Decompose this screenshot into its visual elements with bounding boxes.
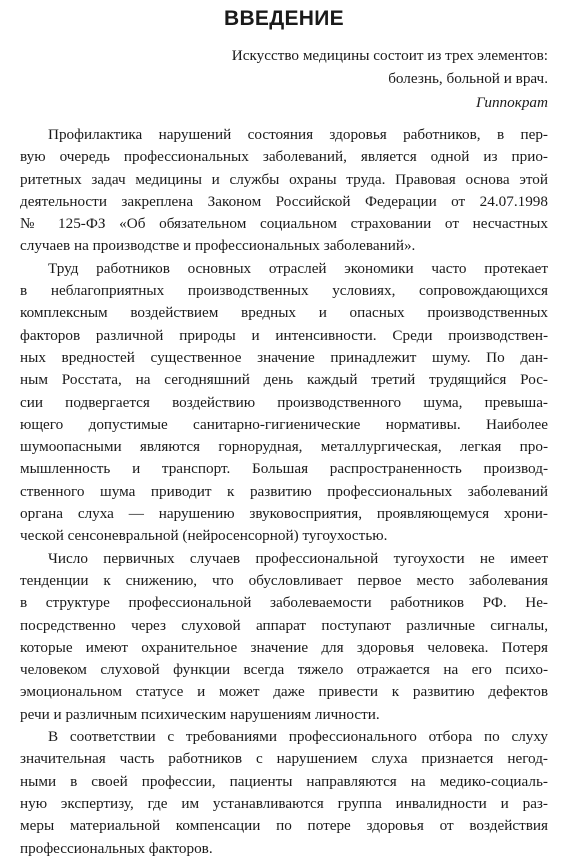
- text-line: ственного шума приводит к развитию профессиональных заболеваний: [20, 482, 548, 500]
- text-line: шумоопасными являются горнорудная, металлургическая, легкая про-: [20, 438, 548, 456]
- text-line: вую очередь профессиональных заболеваний, является одной из прио-: [20, 148, 548, 166]
- text-line: меры материальной компенсации по потере здоровья от воздействия: [20, 817, 548, 835]
- text-line: значительная часть работников с нарушением слуха признается негод-: [20, 750, 548, 768]
- text-line: ным Росстата, на сегодняшний день каждый третий трудящийся Рос-: [20, 371, 548, 389]
- text-line: комплексным воздействием вредных и опасных производственных: [20, 304, 548, 322]
- text-line: ритетных задач медицины и службы охраны труда. Правовая основа этой: [20, 170, 548, 188]
- text-line: ческой сенсоневральной (нейросенсорной) тугоухостью.: [20, 527, 388, 545]
- paragraph: [20, 548, 548, 726]
- chapter-heading: ВВЕДЕНИЕ: [224, 7, 344, 30]
- text-line: человеком слуховой функции всегда тяжело отражается на его психо-: [20, 661, 548, 679]
- text-line: профессиональных факторов.: [20, 839, 213, 857]
- text-line: эмоциональном статусе и может даже привести к развитию дефектов: [20, 683, 548, 701]
- text-line: В соответствии с требованиями профессионального отбора по слуху: [48, 728, 548, 746]
- text-line: Профилактика нарушений состояния здоровья работников, в пер-: [48, 126, 548, 143]
- text-line: случаев на производстве и профессиональных заболеваний».: [20, 237, 416, 255]
- text-line: деятельности закреплена Законом Российской Федерации от 24.07.1998: [20, 192, 548, 210]
- text-line: мышленность и транспорт. Большая распространенность производ-: [20, 460, 548, 478]
- paragraph: [20, 258, 548, 548]
- paragraph: [20, 726, 548, 860]
- text-line: в неблагоприятных производственных условиях, сопровождающихся: [20, 282, 548, 300]
- text-line: Число первичных случаев профессиональной тугоухости не имеет: [48, 549, 548, 567]
- text-line: в структуре профессиональной заболеваемости работников РФ. Не-: [20, 594, 548, 612]
- body-text: [20, 124, 548, 860]
- epigraph-line: Искусство медицины состоит из трех элементов:: [231, 47, 548, 64]
- text-line: которые имеют охранительное значение для здоровья человека. Потеря: [20, 638, 548, 656]
- text-line: посредственно через слуховой аппарат поступают различные сигналы,: [20, 616, 548, 634]
- text-line: ными в своей профессии, пациенты направляются на медико-социаль-: [20, 772, 548, 790]
- text-line: тенденции к снижению, что обусловливает первое место заболевания: [20, 571, 548, 589]
- text-line: ющего допустимые санитарно-гигиенические нормативы. Наиболее: [20, 415, 548, 433]
- epigraph-line: болезнь, больной и врач.: [388, 70, 548, 87]
- epigraph-author: Гиппократ: [476, 94, 548, 111]
- text-line: Труд работников основных отраслей экономики часто протекает: [48, 259, 548, 277]
- text-line: факторов различной природы и интенсивности. Среди производствен-: [20, 326, 548, 344]
- document-page: [20, 0, 548, 860]
- epigraph: [20, 44, 548, 114]
- text-line: ных вредностей существенное значение принадлежит шуму. По дан-: [20, 348, 548, 366]
- paragraph: [20, 124, 548, 258]
- text-line: органа слуха — нарушению звуковосприятия, проявляющемуся хрони-: [20, 505, 548, 523]
- text-line: речи и различным психическим нарушениям личности.: [20, 705, 380, 723]
- text-line: ную экспертизу, где им устанавливаются группа инвалидности и раз-: [20, 794, 548, 812]
- text-line: сии подвергается воздействию производственного шума, превыша-: [20, 393, 548, 411]
- text-line: № 125-ФЗ «Об обязательном социальном страховании от несчастных: [20, 215, 548, 233]
